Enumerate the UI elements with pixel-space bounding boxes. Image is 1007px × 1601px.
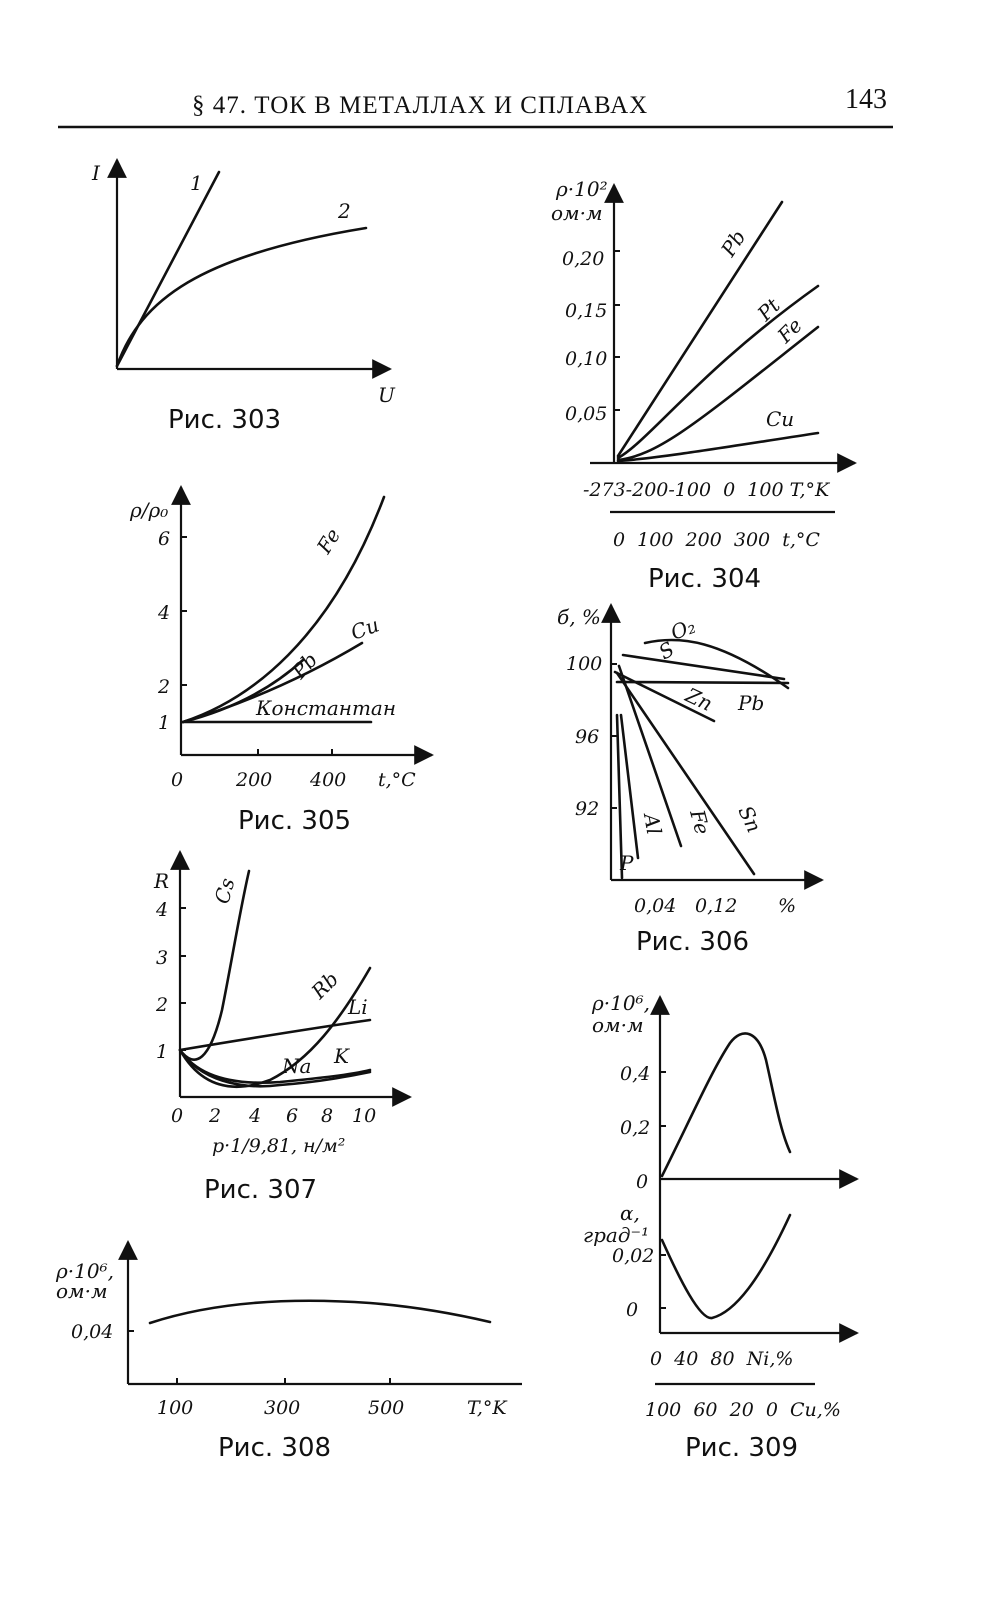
fig307-label-cs: Cs <box>209 875 240 907</box>
fig309-ytick-0b: 0 <box>626 1299 639 1321</box>
fig303-curve-2-label: 2 <box>338 199 351 223</box>
fig306-xtick-004: 0,04 <box>634 895 677 917</box>
figure-309 <box>583 991 857 1463</box>
fig307-xtick-0: 0 <box>171 1105 184 1127</box>
fig307-xtick-10: 10 <box>352 1105 377 1127</box>
fig308-ylabel-2: ом·м <box>56 1279 108 1303</box>
fig307-xtick-2: 2 <box>209 1105 222 1127</box>
fig305-ytick-1: 1 <box>158 712 171 734</box>
fig307-label-rb: Rb <box>306 966 344 1004</box>
fig308-xtick-300: 300 <box>264 1397 301 1419</box>
fig305-ytick-2: 2 <box>158 676 171 698</box>
fig303-curve-1 <box>117 172 219 366</box>
fig305-label-fe: Fe <box>311 524 346 558</box>
fig309-xticks-cu: 100 60 20 0 Cu,% <box>645 1399 841 1421</box>
fig306-xlabel: % <box>778 895 797 917</box>
fig304-ytick-015: 0,15 <box>565 300 608 322</box>
fig308-caption: Рис. 308 <box>218 1433 332 1463</box>
fig308-ytick-004: 0,04 <box>71 1321 114 1343</box>
fig307-label-na: Na <box>282 1054 312 1078</box>
fig309-alpha-curve <box>662 1215 790 1318</box>
fig309-alpha-label-1: α, <box>620 1201 640 1225</box>
fig309-ylabel-2: ом·м <box>592 1013 644 1037</box>
figure-307 <box>153 852 410 1205</box>
fig303-xlabel: U <box>378 383 395 407</box>
fig307-label-k: K <box>334 1044 349 1068</box>
fig307-series-rb <box>180 968 370 1087</box>
fig309-xticks-ni: 0 40 80 Ni,% <box>650 1348 794 1370</box>
fig303-ylabel: I <box>92 161 100 185</box>
fig306-label-fe: Fe <box>685 807 715 838</box>
fig307-ytick-1: 1 <box>156 1041 169 1063</box>
fig304-ylabel-1: ρ·10², <box>556 177 614 201</box>
fig305-series-fe <box>183 497 384 722</box>
fig306-ytick-96: 96 <box>575 726 600 748</box>
fig306-label-al: Al <box>639 811 667 837</box>
section-title: § 47. ТОК В МЕТАЛЛАХ И СПЛАВАХ <box>192 92 649 119</box>
fig305-label-pb: Pb <box>286 647 323 684</box>
fig304-ytick-020: 0,20 <box>562 248 605 270</box>
fig308-xtick-100: 100 <box>157 1397 194 1419</box>
fig309-caption: Рис. 309 <box>685 1433 799 1463</box>
fig305-caption: Рис. 305 <box>238 806 352 836</box>
fig305-xtick-200: 200 <box>236 769 273 791</box>
fig303-caption: Рис. 303 <box>168 405 282 435</box>
fig305-ylabel: ρ/ρ₀ <box>130 498 169 522</box>
fig303-curve-1-label: 1 <box>190 171 203 195</box>
fig304-ylabel-2: ом·м <box>551 201 603 225</box>
fig307-xtick-8: 8 <box>321 1105 334 1127</box>
fig304-series-pt <box>618 286 818 458</box>
fig305-ytick-4: 4 <box>158 602 171 624</box>
fig305-xlabel: t,°C <box>378 769 416 791</box>
fig307-ytick-2: 2 <box>156 994 169 1016</box>
fig309-ytick-002: 0,02 <box>612 1245 655 1267</box>
fig305-label-konstantan: Константан <box>256 696 397 720</box>
fig307-ylabel: R <box>154 869 170 893</box>
figure-305 <box>129 487 432 836</box>
fig306-series-pb <box>617 682 788 683</box>
fig305-xtick-400: 400 <box>310 769 347 791</box>
fig309-ylabel-1: ρ·10⁶, <box>592 991 650 1015</box>
fig304-label-cu: Cu <box>766 407 795 431</box>
fig306-ylabel: б, % <box>557 605 601 629</box>
fig308-curve <box>150 1301 490 1323</box>
fig306-label-s: S <box>654 636 679 665</box>
fig307-ytick-4: 4 <box>156 899 169 921</box>
fig309-ytick-02: 0,2 <box>620 1117 651 1139</box>
fig304-label-pb: Pb <box>716 225 751 261</box>
figure-308 <box>55 1242 522 1463</box>
fig307-ytick-3: 3 <box>156 947 169 969</box>
fig306-ytick-100: 100 <box>566 653 603 675</box>
fig306-label-pb: Pb <box>738 691 765 715</box>
fig306-label-zn: Zn <box>681 682 717 716</box>
page-header <box>58 84 893 127</box>
fig308-xlabel: T,°K <box>467 1397 507 1419</box>
page-number: 143 <box>845 84 887 115</box>
fig306-label-p: P <box>620 851 634 875</box>
fig304-label-pt: Pt <box>752 293 785 326</box>
fig305-xtick-0: 0 <box>171 769 184 791</box>
fig306-label-sn: Sn <box>733 801 767 837</box>
fig304-xticks-celsius: 0 100 200 300 t,°C <box>613 529 820 551</box>
figure-303 <box>91 160 396 435</box>
fig309-alpha-label-2: град⁻¹ <box>583 1223 650 1247</box>
fig305-ytick-6: 6 <box>158 528 171 550</box>
fig304-ytick-010: 0,10 <box>565 348 608 370</box>
fig305-label-cu: Cu <box>347 612 383 645</box>
fig306-series-al <box>621 715 638 858</box>
fig308-ylabel-1: ρ·10⁶, <box>56 1259 114 1283</box>
fig306-ytick-92: 92 <box>575 798 600 820</box>
fig306-caption: Рис. 306 <box>636 927 750 957</box>
fig304-xticks-kelvin: -273-200-100 0 100 T,°K <box>583 479 830 501</box>
fig304-caption: Рис. 304 <box>648 564 762 594</box>
fig306-series-s <box>623 655 784 679</box>
fig307-xtick-6: 6 <box>286 1105 299 1127</box>
fig306-xtick-012: 0,12 <box>695 895 738 917</box>
figure-306 <box>557 605 822 957</box>
fig309-ytick-0: 0 <box>636 1171 649 1193</box>
fig304-ytick-005: 0,05 <box>565 403 608 425</box>
fig306-label-o2: O₂ <box>667 613 699 645</box>
fig307-caption: Рис. 307 <box>204 1175 318 1205</box>
fig304-series-cu <box>618 433 818 461</box>
fig304-label-fe: Fe <box>772 313 807 348</box>
fig309-rho-curve <box>662 1033 790 1176</box>
fig307-label-li: Li <box>348 995 368 1019</box>
fig307-xlabel: p·1/9,81, н/м² <box>212 1135 346 1157</box>
fig308-xtick-500: 500 <box>368 1397 405 1419</box>
fig308-ticks <box>128 1331 390 1384</box>
figure-304 <box>551 177 855 594</box>
fig309-ytick-04: 0,4 <box>620 1063 651 1085</box>
fig307-xtick-4: 4 <box>249 1105 262 1127</box>
